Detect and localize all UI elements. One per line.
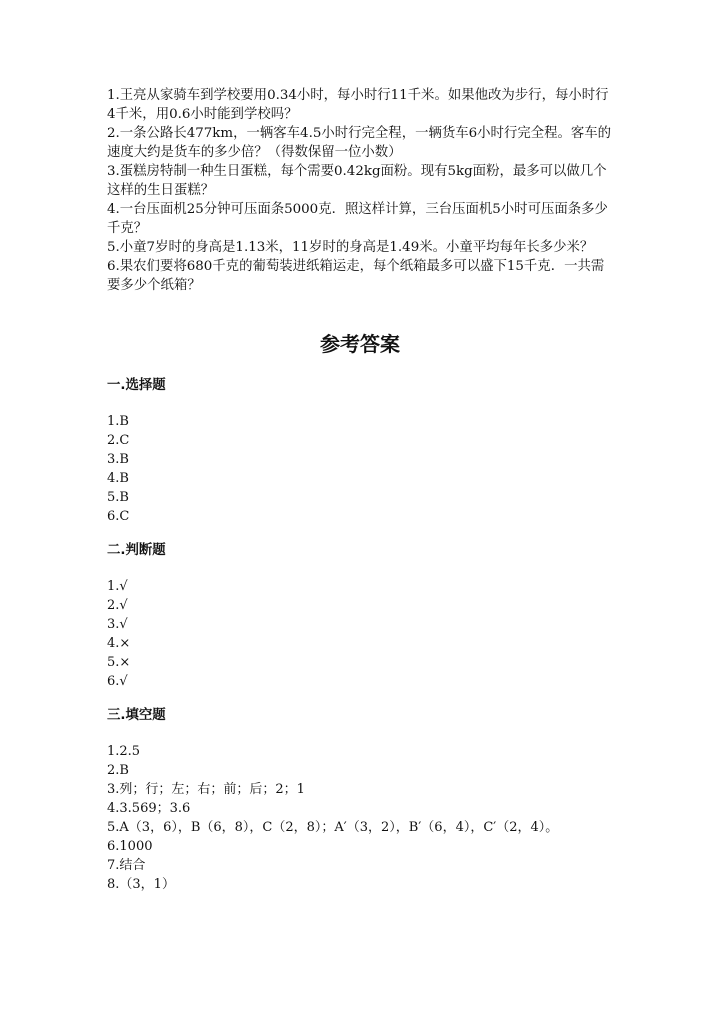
section-heading: 二.判断题 <box>107 543 166 558</box>
answer-item: 7.结合 <box>107 858 146 873</box>
answer-item: 2.C <box>107 433 130 448</box>
answer-item: 6.C <box>107 509 130 524</box>
section-heading: 三.填空题 <box>107 708 166 723</box>
word-problems <box>107 86 612 295</box>
section-heading: 一.选择题 <box>107 378 166 393</box>
section-multiple-choice <box>107 376 612 526</box>
section-true-false <box>107 541 612 691</box>
answer-item: 3.B <box>107 452 129 467</box>
section-fill-in-blank <box>107 706 612 894</box>
answer-item: 4.B <box>107 471 129 486</box>
answer-item: 4.× <box>107 636 131 651</box>
answer-item: 6.√ <box>107 674 128 689</box>
answer-item: 1.2.5 <box>107 744 141 759</box>
answer-item: 5.A（3，6），B（6，8），C（2，8）；A′（3，2），B′（6，4），C′（2，4）。 <box>107 820 559 835</box>
answer-item: 1.B <box>107 414 129 429</box>
problem-6: 6.果农们要将680千克的葡萄装进纸箱运走，每个纸箱最多可以盛下15千克．一共需要多少个纸箱？ <box>107 259 605 293</box>
answer-item: 8.（3，1） <box>107 877 175 892</box>
problem-2: 2.一条公路长477km，一辆客车4.5小时行完全程，一辆货车6小时行完全程。客车的速度大约是货车的多少倍？（得数保留一位小数） <box>107 126 612 160</box>
answer-item: 1.√ <box>107 579 128 594</box>
answer-item: 2.√ <box>107 598 128 613</box>
answer-item: 3.列；行；左；右；前；后；2；1 <box>107 782 305 797</box>
answer-item: 4.3.569；3.6 <box>107 801 191 816</box>
problem-4: 4.一台压面机25分钟可压面条5000克．照这样计算，三台压面机5小时可压面条多少千克？ <box>107 202 608 236</box>
answer-item: 6.1000 <box>107 839 153 854</box>
problem-5: 5.小童7岁时的身高是1.13米，11岁时的身高是1.49米。小童平均每年长多少米？ <box>107 240 594 255</box>
answer-item: 3.√ <box>107 617 128 632</box>
answer-key-title: 参考答案 <box>320 332 400 356</box>
answer-item: 5.× <box>107 655 131 670</box>
problem-3: 3.蛋糕房特制一种生日蛋糕，每个需要0.42kg面粉。现有5kg面粉，最多可以做几个这样的生日蛋糕？ <box>107 164 607 198</box>
answer-item: 5.B <box>107 490 129 505</box>
problem-1: 1.王亮从家骑车到学校要用0.34小时，每小时行11千米。如果他改为步行，每小时行4千米，用0.6小时能到学校吗？ <box>107 88 609 122</box>
answer-item: 2.B <box>107 763 129 778</box>
